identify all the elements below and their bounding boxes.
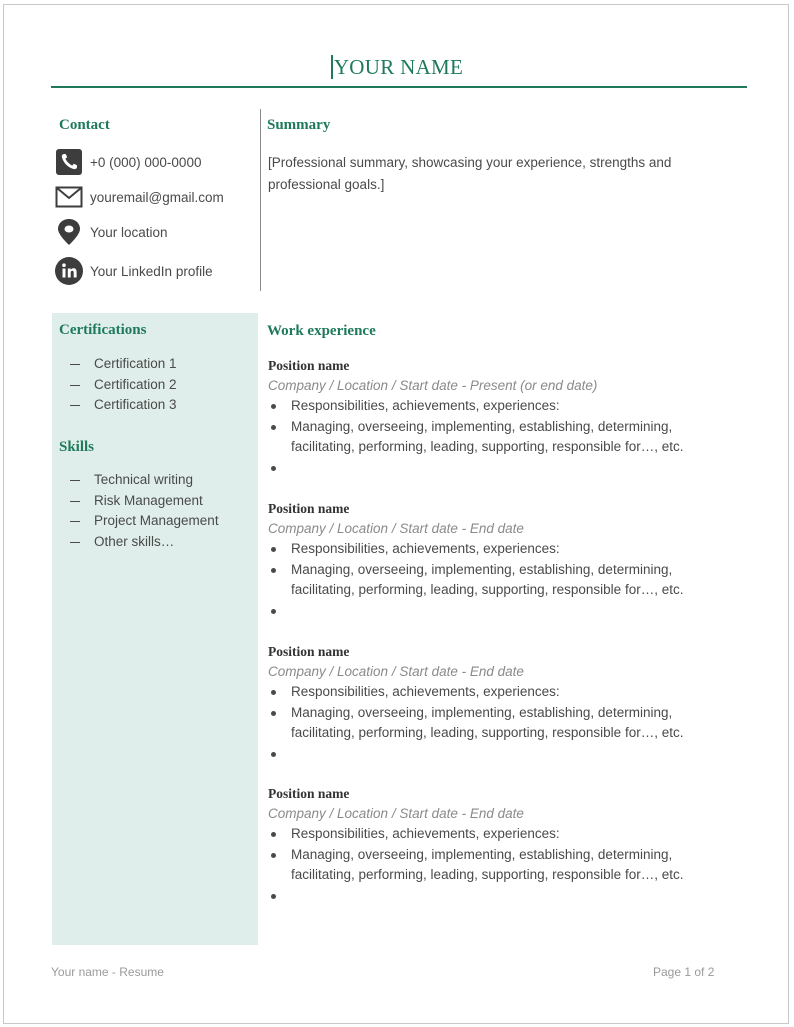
header-rule: [51, 86, 747, 88]
dash-marker: [70, 501, 80, 502]
skills-heading: Skills: [59, 439, 95, 455]
bullet-dot: [271, 466, 276, 471]
dash-marker: [70, 385, 80, 386]
job-position[interactable]: Position name: [268, 644, 350, 659]
certification-item[interactable]: Certification 1: [70, 354, 177, 375]
linkedin-icon: [54, 256, 84, 286]
bullet-item-empty[interactable]: [268, 744, 728, 765]
bullet-item-empty[interactable]: [268, 601, 728, 622]
location-pin-icon: [54, 217, 84, 247]
envelope-icon: [54, 182, 84, 212]
name-header[interactable]: [4, 55, 790, 80]
certifications-heading: Certifications: [59, 322, 147, 338]
skill-item[interactable]: Risk Management: [70, 491, 219, 512]
bullet-dot: [271, 690, 276, 695]
contact-phone-text: +0 (000) 000-0000: [90, 154, 202, 170]
bullet-dot: [271, 568, 276, 573]
column-divider: [260, 109, 261, 291]
footer-page-number: Page 1 of 2: [653, 965, 715, 979]
job-bullets: [268, 396, 728, 478]
text-cursor: [331, 55, 333, 79]
job-meta[interactable]: Company / Location / Start date - End date: [268, 664, 524, 679]
skills-list: [70, 470, 219, 552]
dash-marker: [70, 542, 80, 543]
contact-email-text: youremail@gmail.com: [90, 189, 224, 205]
bullet-dot: [271, 832, 276, 837]
job-entry: [268, 499, 728, 621]
dash-marker: [70, 405, 80, 406]
bullet-item[interactable]: Managing, overseeing, implementing, establishing, determining, facilitating, performing, leading, supporting, responsible for…, etc.: [268, 845, 728, 886]
bullet-item[interactable]: Responsibilities, achievements, experiences:: [268, 539, 728, 560]
dash-marker: [70, 521, 80, 522]
bullet-dot: [271, 547, 276, 552]
certifications-list: [70, 354, 177, 416]
job-meta[interactable]: Company / Location / Start date - End date: [268, 521, 524, 536]
bullet-item[interactable]: Managing, overseeing, implementing, establishing, determining, facilitating, performing, leading, supporting, responsible for…, etc.: [268, 417, 728, 458]
contact-location[interactable]: [54, 217, 168, 247]
work-experience-heading: Work experience: [267, 323, 376, 339]
job-entry: [268, 784, 728, 906]
bullet-dot: [271, 894, 276, 899]
bullet-dot: [271, 853, 276, 858]
job-position[interactable]: Position name: [268, 501, 350, 516]
job-bullets: [268, 824, 728, 906]
bullet-item[interactable]: Managing, overseeing, implementing, establishing, determining, facilitating, performing, leading, supporting, responsible for…, etc.: [268, 703, 728, 744]
job-bullets: [268, 682, 728, 764]
skill-item[interactable]: Other skills…: [70, 532, 219, 553]
certification-item[interactable]: Certification 2: [70, 375, 177, 396]
summary-text[interactable]: [Professional summary, showcasing your experience, strengths and professional goals.]: [268, 155, 672, 192]
contact-email[interactable]: [54, 182, 224, 212]
phone-icon: [54, 147, 84, 177]
skill-item[interactable]: Project Management: [70, 511, 219, 532]
bullet-dot: [271, 609, 276, 614]
job-meta[interactable]: Company / Location / Start date - End date: [268, 806, 524, 821]
bullet-dot: [271, 425, 276, 430]
job-bullets: [268, 539, 728, 621]
contact-location-text: Your location: [90, 224, 168, 240]
job-position[interactable]: Position name: [268, 358, 350, 373]
bullet-item[interactable]: Responsibilities, achievements, experiences:: [268, 824, 728, 845]
contact-linkedin[interactable]: [54, 256, 213, 286]
bullet-dot: [271, 711, 276, 716]
resume-name[interactable]: YOUR NAME: [333, 55, 464, 79]
contact-phone[interactable]: [54, 147, 201, 177]
job-entry: [268, 642, 728, 764]
certification-item[interactable]: Certification 3: [70, 395, 177, 416]
job-position[interactable]: Position name: [268, 786, 350, 801]
footer-left: Your name - Resume: [51, 965, 164, 979]
bullet-dot: [271, 404, 276, 409]
job-entry: [268, 356, 728, 478]
resume-page: [3, 4, 789, 1024]
bullet-item-empty[interactable]: [268, 886, 728, 907]
bullet-dot: [271, 752, 276, 757]
bullet-item[interactable]: Responsibilities, achievements, experiences:: [268, 682, 728, 703]
summary-heading: Summary: [267, 117, 331, 133]
dash-marker: [70, 480, 80, 481]
job-meta[interactable]: Company / Location / Start date - Present (or end date): [268, 378, 598, 393]
bullet-item-empty[interactable]: [268, 458, 728, 479]
dash-marker: [70, 364, 80, 365]
skill-item[interactable]: Technical writing: [70, 470, 219, 491]
bullet-item[interactable]: Managing, overseeing, implementing, establishing, determining, facilitating, performing, leading, supporting, responsible for…, etc.: [268, 560, 728, 601]
bullet-item[interactable]: Responsibilities, achievements, experiences:: [268, 396, 728, 417]
contact-linkedin-text: Your LinkedIn profile: [90, 263, 213, 279]
contact-heading: Contact: [59, 117, 110, 133]
